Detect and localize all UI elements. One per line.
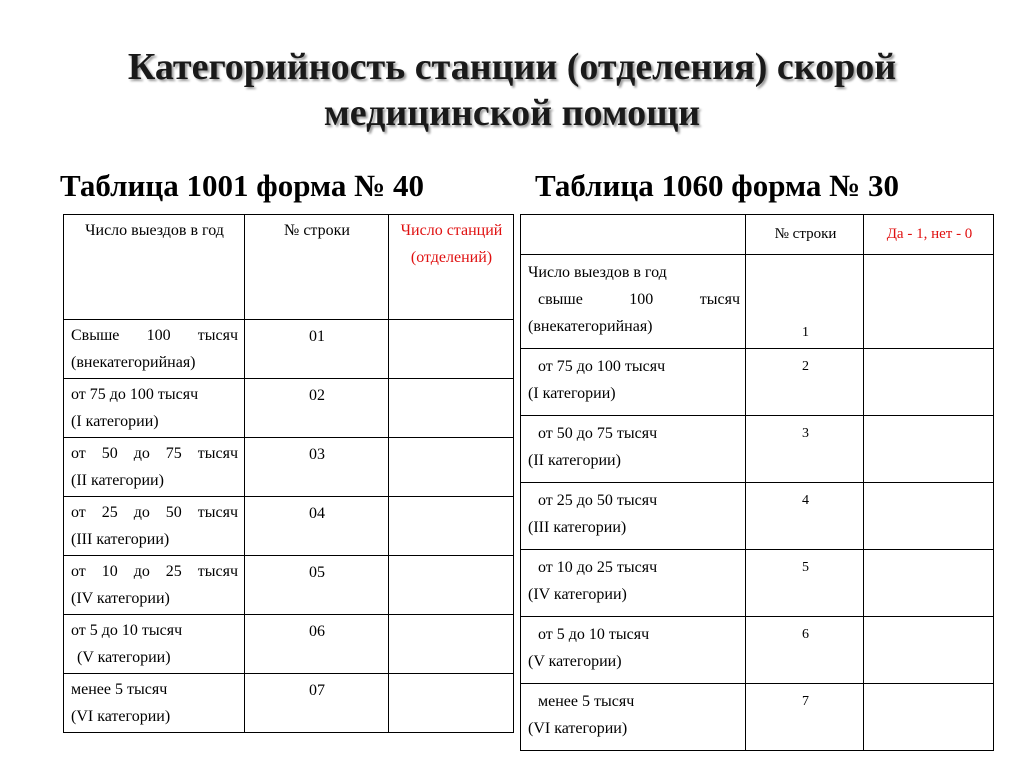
value-input-cell[interactable]	[389, 497, 514, 556]
right-table	[520, 214, 994, 751]
table-row	[521, 684, 994, 751]
row-label-line1: от 25 до 50 тысяч	[538, 492, 658, 509]
row-label-line2: (VI категории)	[71, 708, 171, 725]
row-number-cell: 4	[746, 483, 864, 550]
row-number-cell: 05	[245, 556, 389, 615]
row-label-line1: от 50 до 75 тысяч	[538, 425, 658, 442]
table-row	[521, 349, 994, 416]
table-row	[64, 438, 514, 497]
row-label-cell	[521, 483, 746, 550]
row-label-line2: (V категории)	[77, 649, 171, 666]
row-number-cell: 7	[746, 684, 864, 751]
row-number-cell: 07	[245, 674, 389, 733]
row-label-line2: (III категории)	[528, 519, 627, 536]
row-label-line2: (II категории)	[71, 472, 164, 489]
row-label-line2: (I категории)	[71, 413, 159, 430]
left-table-caption: Таблица 1001 форма № 40	[60, 168, 425, 203]
row-number-cell: 06	[245, 615, 389, 674]
table-row	[521, 255, 994, 349]
row-label-cell	[521, 255, 746, 349]
left-table	[63, 214, 514, 733]
row-label-cell	[64, 438, 245, 497]
right-table-caption: Таблица 1060 форма № 30	[535, 168, 900, 203]
row-number-cell: 02	[245, 379, 389, 438]
row-number-cell: 04	[245, 497, 389, 556]
row-label-line1: от 75 до 100 тысяч	[71, 386, 199, 403]
row-label-cell	[521, 550, 746, 617]
row-label-cell	[521, 349, 746, 416]
row-label-line1: от 10 до 25 тысяч	[71, 563, 238, 580]
table-row	[64, 674, 514, 733]
value-input-cell[interactable]	[864, 617, 994, 684]
value-input-cell[interactable]	[389, 320, 514, 379]
row-label-cell	[521, 617, 746, 684]
row-label-line1: от 10 до 25 тысяч	[538, 559, 658, 576]
table-row	[64, 379, 514, 438]
row-label-line1: менее 5 тысяч	[538, 693, 635, 710]
value-input-cell[interactable]	[389, 615, 514, 674]
header-cell-line-number: № строки	[746, 215, 864, 255]
row-label-line1: от 25 до 50 тысяч	[71, 504, 238, 521]
row-label-cell	[521, 684, 746, 751]
row-label-word: 100	[629, 291, 654, 308]
table-header-row	[64, 215, 514, 320]
table-row	[521, 550, 994, 617]
row-label-line2: (I категории)	[528, 385, 616, 402]
header-cell-yes-no: Да - 1, нет - 0	[864, 215, 994, 255]
row-label-line2: (V категории)	[528, 653, 622, 670]
row-number-cell: 5	[746, 550, 864, 617]
row-number-cell: 1	[746, 255, 864, 349]
header-cell-line-number: № строки	[245, 215, 389, 320]
row-label-cell	[64, 556, 245, 615]
row-label-word: свыше	[538, 291, 583, 308]
row-label-line2: (VI категории)	[528, 720, 628, 737]
row-number-cell: 3	[746, 416, 864, 483]
header-cell-calls: Число выездов в год	[64, 215, 245, 320]
row-label-cell	[521, 416, 746, 483]
row-label-line2	[528, 286, 740, 313]
row-label-line1: от 5 до 10 тысяч	[71, 622, 183, 639]
table-row	[64, 320, 514, 379]
page-title-line-1: Категорийность станции (отделения) скорой	[127, 46, 897, 88]
row-label-line1: от 75 до 100 тысяч	[538, 358, 666, 375]
row-label-cell	[64, 615, 245, 674]
table-row	[64, 556, 514, 615]
row-label-line2: (IV категории)	[528, 586, 627, 603]
row-number-cell: 01	[245, 320, 389, 379]
value-input-cell[interactable]	[864, 255, 994, 349]
row-label-line1: менее 5 тысяч	[71, 681, 168, 698]
row-label-cell	[64, 320, 245, 379]
table-row	[521, 617, 994, 684]
value-input-cell[interactable]	[389, 674, 514, 733]
row-label-line1: Число выездов в год	[528, 264, 667, 281]
row-label-cell	[64, 674, 245, 733]
table-header-row	[521, 215, 994, 255]
row-label-line2: (III категории)	[71, 531, 170, 548]
value-input-cell[interactable]	[864, 349, 994, 416]
row-label-line2: (IV категории)	[71, 590, 170, 607]
row-label-line2: (II категории)	[528, 452, 621, 469]
table-row	[521, 416, 994, 483]
row-label-line1: от 50 до 75 тысяч	[71, 445, 238, 462]
row-number-cell: 03	[245, 438, 389, 497]
row-label-word: тысяч	[699, 291, 740, 308]
row-label-line1: Свыше 100 тысяч	[71, 327, 238, 344]
header-cell-empty	[521, 215, 746, 255]
value-input-cell[interactable]	[864, 684, 994, 751]
row-label-cell	[64, 379, 245, 438]
row-label-line2: (внекатегорийная)	[71, 354, 196, 371]
value-input-cell[interactable]	[389, 556, 514, 615]
value-input-cell[interactable]	[864, 416, 994, 483]
value-input-cell[interactable]	[389, 438, 514, 497]
table-row	[64, 497, 514, 556]
row-number-cell: 2	[746, 349, 864, 416]
table-row	[521, 483, 994, 550]
row-label-line3: (внекатегорийная)	[528, 318, 653, 335]
header-cell-stations-count: Число станций (отделений)	[389, 215, 514, 320]
value-input-cell[interactable]	[864, 550, 994, 617]
row-label-cell	[64, 497, 245, 556]
page-title-line-2: медицинской помощи	[323, 92, 701, 134]
row-number-cell: 6	[746, 617, 864, 684]
page-title	[40, 44, 984, 136]
value-input-cell[interactable]	[864, 483, 994, 550]
value-input-cell[interactable]	[389, 379, 514, 438]
table-row	[64, 615, 514, 674]
row-label-line1: от 5 до 10 тысяч	[538, 626, 650, 643]
